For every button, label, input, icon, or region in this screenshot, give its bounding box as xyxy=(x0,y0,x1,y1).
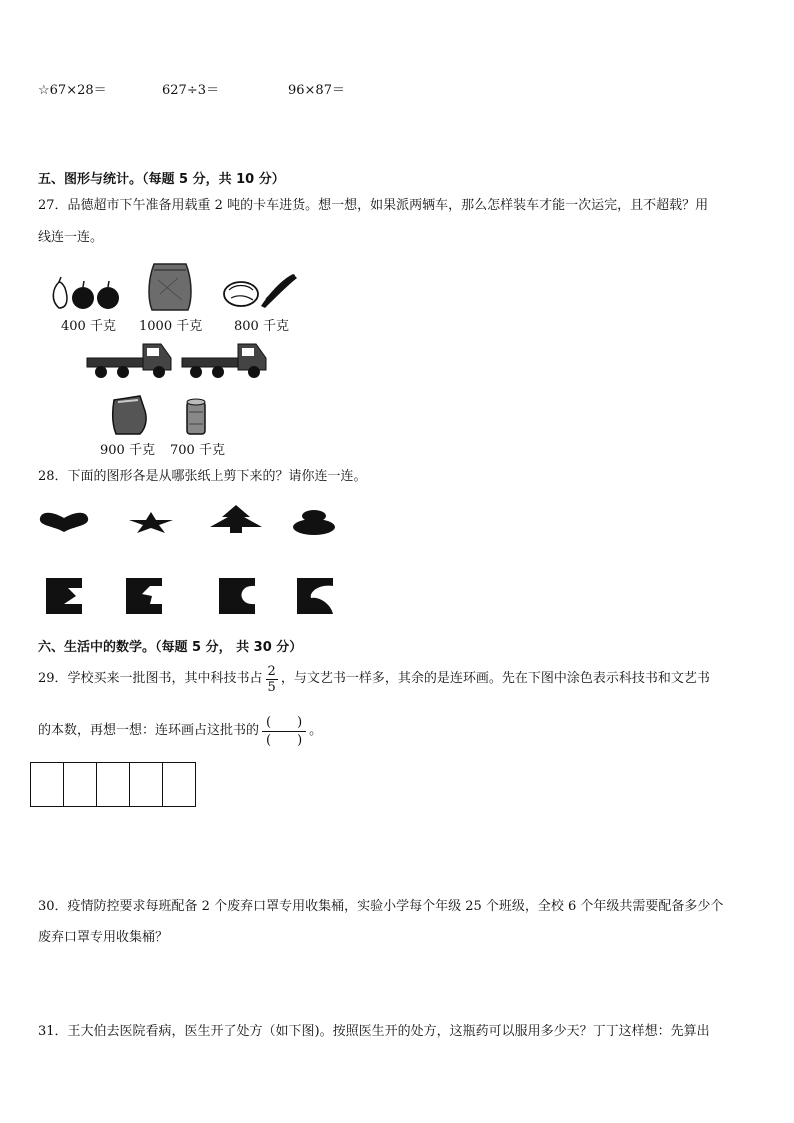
sack-icon xyxy=(148,260,192,312)
truck-icon xyxy=(85,338,175,382)
q29-line-2-end: 。 xyxy=(309,723,323,738)
q27-figure xyxy=(45,258,315,458)
blank-numerator: ( ) xyxy=(262,714,306,732)
q29-line-2 xyxy=(38,712,322,750)
q30-line-2: 废弃口罩专用收集桶？ xyxy=(38,930,169,945)
grid-cell[interactable] xyxy=(64,763,97,807)
calc-item-1: ☆67×28＝ xyxy=(38,83,107,98)
heart-shape xyxy=(38,510,90,534)
q27-line-2: 线连一连。 xyxy=(38,230,104,245)
vegetable-icon xyxy=(221,270,301,310)
truck-icon xyxy=(180,338,270,382)
grid-cell[interactable] xyxy=(163,763,196,807)
q29-line-1 xyxy=(38,660,710,698)
cut-paper-3 xyxy=(219,578,257,614)
q27-line-1: 27．品德超市下午准备用载重 2 吨的卡车进货。想一想，如果派两辆车，那么怎样装车才能一次运完，且不超载？用 xyxy=(38,198,709,213)
bag-icon xyxy=(110,394,150,436)
calc-item-3: 96×87＝ xyxy=(288,83,345,98)
grid-cell[interactable] xyxy=(31,763,64,807)
q29-line-2-start: 的本数，再想一想：连环画占这批书的 xyxy=(38,723,260,738)
tree-shape xyxy=(208,503,264,535)
can-weight-label: 700 千克 xyxy=(170,443,225,458)
q29-line-1-end: ，与文艺书一样多，其余的是连环画。先在下图中涂色表示科技书和文艺书 xyxy=(280,671,710,686)
cut-paper-2 xyxy=(126,578,164,614)
q28-text: 28．下面的图形各是从哪张纸上剪下来的？请你连一连。 xyxy=(38,469,367,484)
coloring-grid xyxy=(30,762,196,807)
q31-line-1: 31．王大伯去医院看病，医生开了处方（如下图)。按照医生开的处方，这瓶药可以服用多少天？丁丁这样想：先算出 xyxy=(38,1024,710,1039)
cut-paper-4 xyxy=(297,578,335,614)
mushroom-shape xyxy=(292,508,336,536)
fraction-two-fifths xyxy=(266,664,278,695)
q29-line-1-start: 29．学校买来一批图书，其中科技书占 xyxy=(38,671,263,686)
calc-item-2: 627÷3＝ xyxy=(162,83,219,98)
section-5-header: 五、图形与统计。（每题 5 分，共 10 分） xyxy=(38,172,285,187)
sack-weight-label: 1000 千克 xyxy=(139,319,203,334)
q30-line-1: 30．疫情防控要求每班配备 2 个废弃口罩专用收集桶，实验小学每个年级 25 个班级，全校 6 个年级共需要配备多少个 xyxy=(38,899,724,914)
fruit-icon xyxy=(47,274,121,312)
answer-blank-fraction[interactable] xyxy=(262,714,306,749)
section-6-header: 六、生活中的数学。（每题 5 分， 共 30 分） xyxy=(38,640,303,655)
fraction-denominator: 5 xyxy=(267,679,276,695)
vegetable-weight-label: 800 千克 xyxy=(234,319,289,334)
fruit-weight-label: 400 千克 xyxy=(61,319,116,334)
fraction-numerator: 2 xyxy=(267,663,276,679)
grid-cell[interactable] xyxy=(130,763,163,807)
grid-cell[interactable] xyxy=(97,763,130,807)
star-shape xyxy=(127,510,175,534)
bag-weight-label: 900 千克 xyxy=(100,443,155,458)
blank-denominator: ( ) xyxy=(266,732,303,748)
cut-paper-1 xyxy=(46,578,84,614)
can-icon xyxy=(185,398,207,436)
